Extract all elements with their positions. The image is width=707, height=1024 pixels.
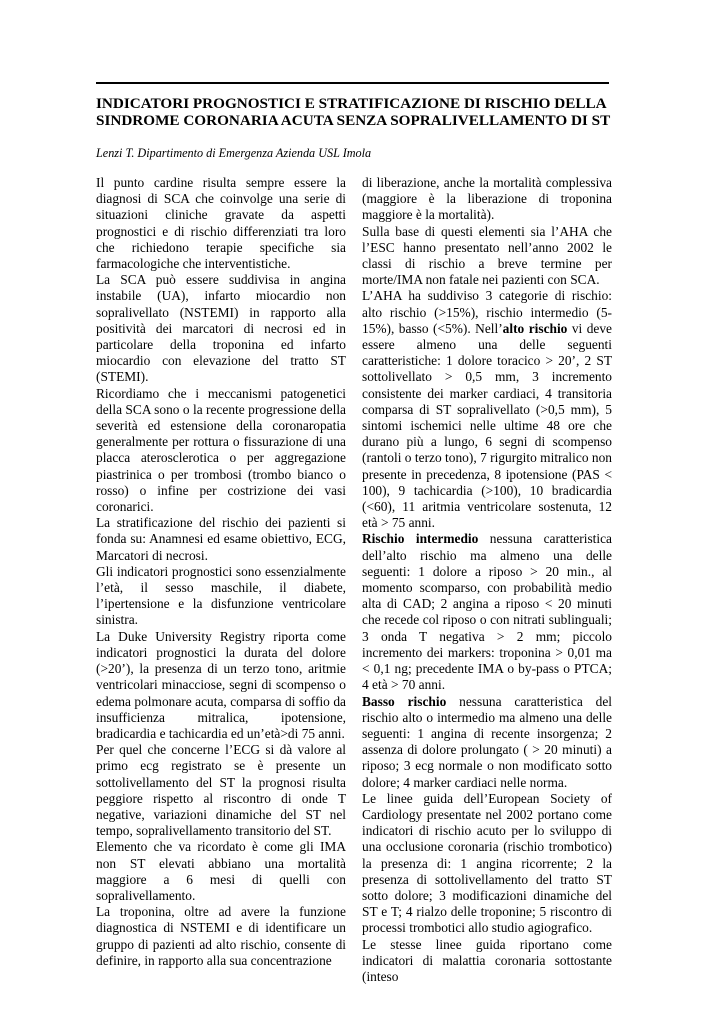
title-line-1: INDICATORI PROGNOSTICI E STRATIFICAZIONE DI RISCHIO DELLA — [96, 95, 607, 112]
left-column — [96, 175, 346, 969]
right-column — [362, 175, 612, 985]
paragraph-rischio-intermedio — [362, 531, 612, 693]
paragraph: La SCA può essere suddivisa in angina instabile (UA), infarto miocardio non sopralivellato (NSTEMI) in rapporto alla positività dei marcatori di necrosi ed in particolare della troponina ed infarto miocardio con elevazione del tratto ST (STEMI). — [96, 272, 346, 385]
paragraph: La troponina, oltre ad avere la funzione diagnostica di NSTEMI e di identificare un gruppo di pazienti ad alto rischio, consente di definire, in rapporto alla sua concentrazione — [96, 904, 346, 968]
bold-term-basso-rischio: Basso rischio — [362, 693, 447, 709]
author-affiliation: Lenzi T. Dipartimento di Emergenza Azienda USL Imola — [96, 146, 372, 160]
paragraph-aha-categories — [362, 288, 612, 531]
paragraph: Sulla base di questi elementi sia l’AHA che l’ESC hanno presentato nell’anno 2002 le classi di rischio a breve termine per morte/IMA non fatale nei pazienti con SCA. — [362, 223, 612, 288]
paragraph: di liberazione, anche la mortalità complessiva (maggiore è la liberazione di troponina maggiore è la mortalità). — [362, 175, 612, 223]
paragraph: Per quel che concerne l’ECG si dà valore al primo ecg registrato se è presente un sottolivellamento del ST la prognosi risulta peggiore rispetto al riscontro di onde T negative, variazioni dinamiche del ST nel tempo, sopralivellamento transitorio del ST. — [96, 742, 346, 839]
article-title — [96, 95, 612, 129]
header-rule — [96, 82, 609, 84]
paragraph: La Duke University Registry riporta come indicatori prognostici la durata del dolore (>20’), la presenza di un terzo tono, aritmie ventricolari minacciose, segni di scompenso o edema polmonare acuta, comparsa di soffio da insufficienza mitralica, ipotensione, bradicardia e tachicardia ed un’età>di 75 anni. — [96, 628, 346, 741]
paragraph: Elemento che va ricordato è come gli IMA non ST elevati abbiano una mortalità maggiore a 6 mesi di quelli con sopralivellamento. — [96, 839, 346, 903]
paragraph: Ricordiamo che i meccanismi patogenetici della SCA sono o la recente progressione della severità ed estensione della coronaropatia generalmente per rottura o fissurazione di una placca aterosclerotica o per aggregazione piastrinica o per trombosi (trombo bianco o rosso) o infine per costrizione dei vasi coronarici. — [96, 385, 346, 515]
paragraph: Le stesse linee guida riportano come indicatori di malattia coronaria sottostante (inteso — [362, 936, 612, 984]
paragraph: Il punto cardine risulta sempre essere la diagnosi di SCA che coinvolge una serie di situazioni cliniche gravate da aspetti prognostici e di rischio differenziati tra loro che richiedono terapie specifiche sia farmacologiche che interventistiche. — [96, 175, 346, 272]
paragraph-basso-rischio — [362, 694, 612, 791]
text-run: vi deve essere almeno una delle seguenti caratteristiche: 1 dolore toracico > 20’, 2 ST sottolivellato > 0,5 mm, 3 incremento consistente dei marker cardiaci, 4 transitoria comparsa di ST sopralivellato (>0,5 mm), 5 sintomi ischemici nelle ultime 48 ore che durano più a lungo, 6 segni di scompenso (rantoli o terzo tono), 7 rigurgito mitralico non presente in precedenza, 8 ipotensione (PAS < 100), 9 tachicardia (>100), 10 bradicardia (<60), 11 aritmia ventricolare sostenuta, 12 età > 75 anni. — [362, 320, 612, 531]
bold-term-rischio-intermedio: Rischio intermedio — [362, 531, 479, 547]
paragraph: Le linee guida dell’European Society of Cardiology presentate nel 2002 portano come indicatori di rischio acuto per lo sviluppo di una occlusione coronaria (rischio trombotico) la presenza di: 1 angina ricorrente; 2 la presenza di sottolivellamento del tratto ST sotto dolore; 3 modificazioni dinamiche del ST e T; 4 rialzo delle troponine; 5 riscontro di processi trombotici allo studio agiografico. — [362, 790, 612, 936]
text-run: L’AHA ha suddiviso 3 categorie di rischio: alto rischio (>15%), rischio intermedio (5-15%), basso (<5%). Nell’ — [362, 288, 612, 336]
bold-term-alto-rischio: alto rischio — [502, 320, 568, 336]
paragraph: Gli indicatori prognostici sono essenzialmente l’età, il sesso maschile, il diabete, l’ipertensione e la disfunzione ventricolare sinistra. — [96, 563, 346, 628]
paragraph: La stratificazione del rischio dei pazienti si fonda su: Anamnesi ed esame obiettivo, ECG, Marcatori di necrosi. — [96, 515, 346, 563]
text-run: nessuna caratteristica dell’alto rischio ma almeno una delle seguenti: 1 dolore a riposo > 20 min., al momento scomparso, con probabilità medio alta di CAD; 2 angina a riposo < 20 minuti che recede col riposo o con nitrati sublinguali; 3 onda T negativa > 2 mm; piccolo incremento dei markers: troponina > 0,01 ma < 0,1 ng; precedente IMA o by-pass o PTCA; 4 età > 70 anni. — [362, 531, 612, 693]
text-run: nessuna caratteristica del rischio alto o intermedio ma almeno una delle seguenti: 1 angina di recente insorgenza; 2 assenza di dolore prolungato ( > 20 minuti) a riposo; 3 ecg normale o non modificato sotto dolore; 4 marker cardiaci nelle norma. — [362, 693, 612, 790]
title-line-2: SINDROME CORONARIA ACUTA SENZA SOPRALIVELLAMENTO DI ST — [96, 112, 611, 129]
